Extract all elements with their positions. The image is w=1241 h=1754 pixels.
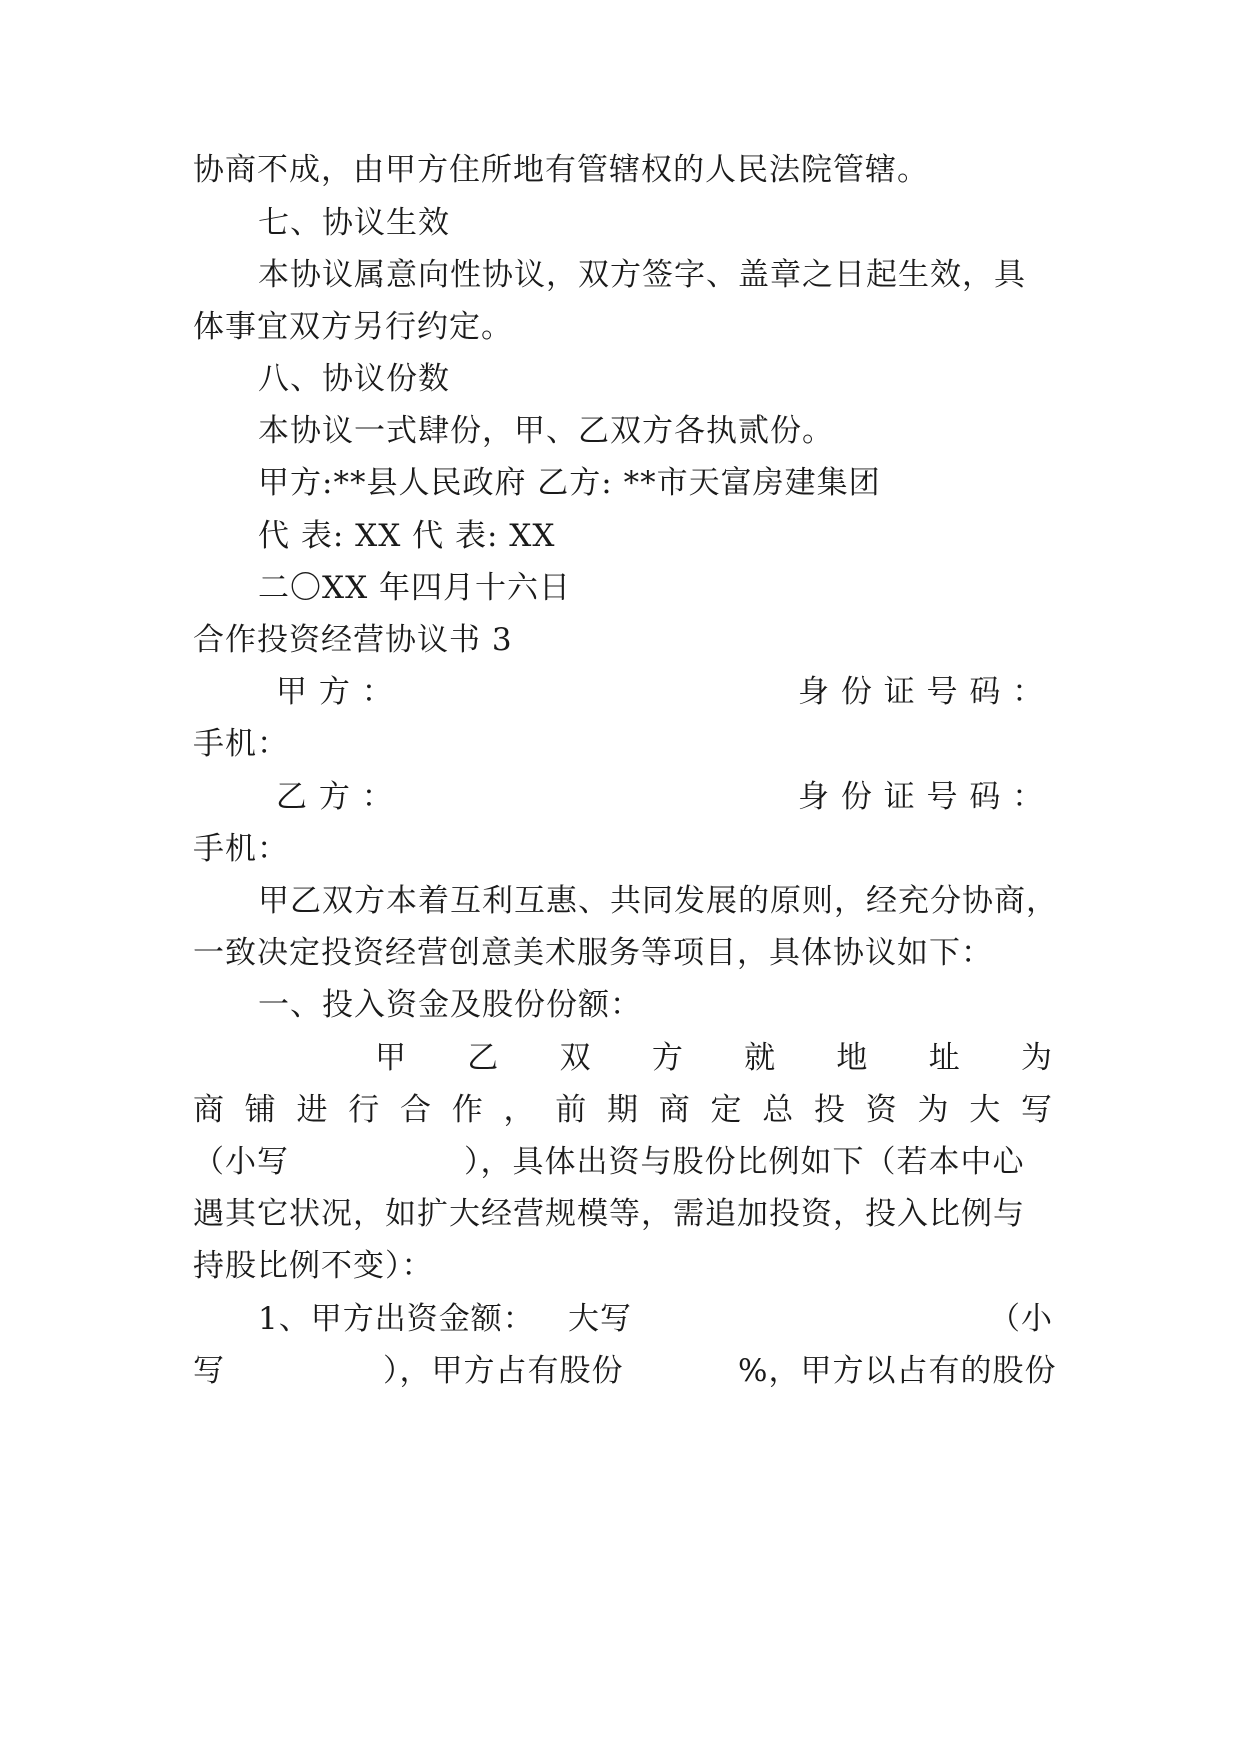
party-b-label: 乙 方 ： [276,779,394,815]
phone-label: 手机： [193,831,289,867]
date-line: 二〇XX 年四月十六日 [258,570,571,606]
id-number-label: 身 份 证 号 码 ： [798,674,1045,710]
section-heading-investment: 一、投入资金及股份份额： [258,987,642,1023]
justified-char: 写 [1021,1092,1053,1128]
party-a-label: 甲 方 ： [276,674,394,710]
justified-char: 就 [744,1040,777,1076]
phone-label: 手机： [193,726,289,762]
paragraph-line: 甲乙双方本着互利互惠、共同发展的原则，经充分协商， [258,883,1058,919]
justified-char: 商 [193,1092,225,1128]
text-fragment: （小写 [193,1144,289,1180]
justified-char: 资 [865,1092,898,1128]
text-fragment: ），具体出资与股份比例如下（若本中心 [464,1144,1025,1180]
justified-char: 行 [348,1092,381,1128]
justified-char: 双 [559,1040,592,1076]
section-heading-copies: 八、协议份数 [258,361,450,397]
justified-char: ， [503,1092,536,1128]
text-fragment: ），甲方占有股份 [383,1353,624,1389]
justified-char: 作 [451,1092,484,1128]
justified-char: 前 [555,1092,588,1128]
justified-char: 期 [607,1092,639,1128]
section-heading-effect: 七、协议生效 [258,205,450,241]
paragraph-line: 持股比例不变）： [193,1248,434,1284]
justified-char: 定 [710,1092,743,1128]
justified-line [375,1038,1053,1078]
paragraph-line: 遇其它状况，如扩大经营规模等，需追加投资，投入比例与 [193,1196,1025,1232]
paragraph-line: 一致决定投资经营创意美术服务等项目，具体协议如下： [193,935,993,971]
justified-char: 方 [651,1040,684,1076]
justified-char: 商 [658,1092,691,1128]
text-fragment: 1、甲方出资金额： [258,1301,535,1337]
justified-char: 址 [928,1040,961,1076]
id-number-label: 身 份 证 号 码 ： [798,779,1045,815]
text-fragment: （小 [989,1301,1053,1337]
justified-char: 铺 [244,1092,277,1128]
justified-line [193,1090,1053,1130]
justified-char: 合 [400,1092,432,1128]
justified-char: 甲 [375,1040,407,1076]
representative-line: 代 表: XX 代 表: XX [258,518,556,554]
justified-char: 投 [814,1092,846,1128]
document-title: 合作投资经营协议书 3 [193,622,513,658]
text-fragment: 写 [193,1353,225,1389]
justified-char: 大 [969,1092,1002,1128]
paragraph-line: 本协议属意向性协议，双方签字、盖章之日起生效，具 [258,257,1026,293]
text-fragment: %，甲方以占有的股份 [738,1353,1057,1389]
paragraph-line: 体事宜双方另行约定。 [193,309,513,345]
justified-char: 为 [1020,1040,1053,1076]
justified-char: 进 [296,1092,329,1128]
justified-char: 乙 [467,1040,500,1076]
justified-char: 为 [917,1092,950,1128]
text-fragment: 大写 [568,1301,632,1337]
justified-char: 总 [762,1092,795,1128]
party-line: 甲方:**县人民政府 乙方: **市天富房建集团 [258,465,881,501]
paragraph-line: 协商不成，由甲方住所地有管辖权的人民法院管辖。 [193,152,929,188]
paragraph-line: 本协议一式肆份，甲、乙双方各执贰份。 [258,413,834,449]
paragraph-line [193,1142,1053,1182]
justified-char: 地 [836,1040,869,1076]
